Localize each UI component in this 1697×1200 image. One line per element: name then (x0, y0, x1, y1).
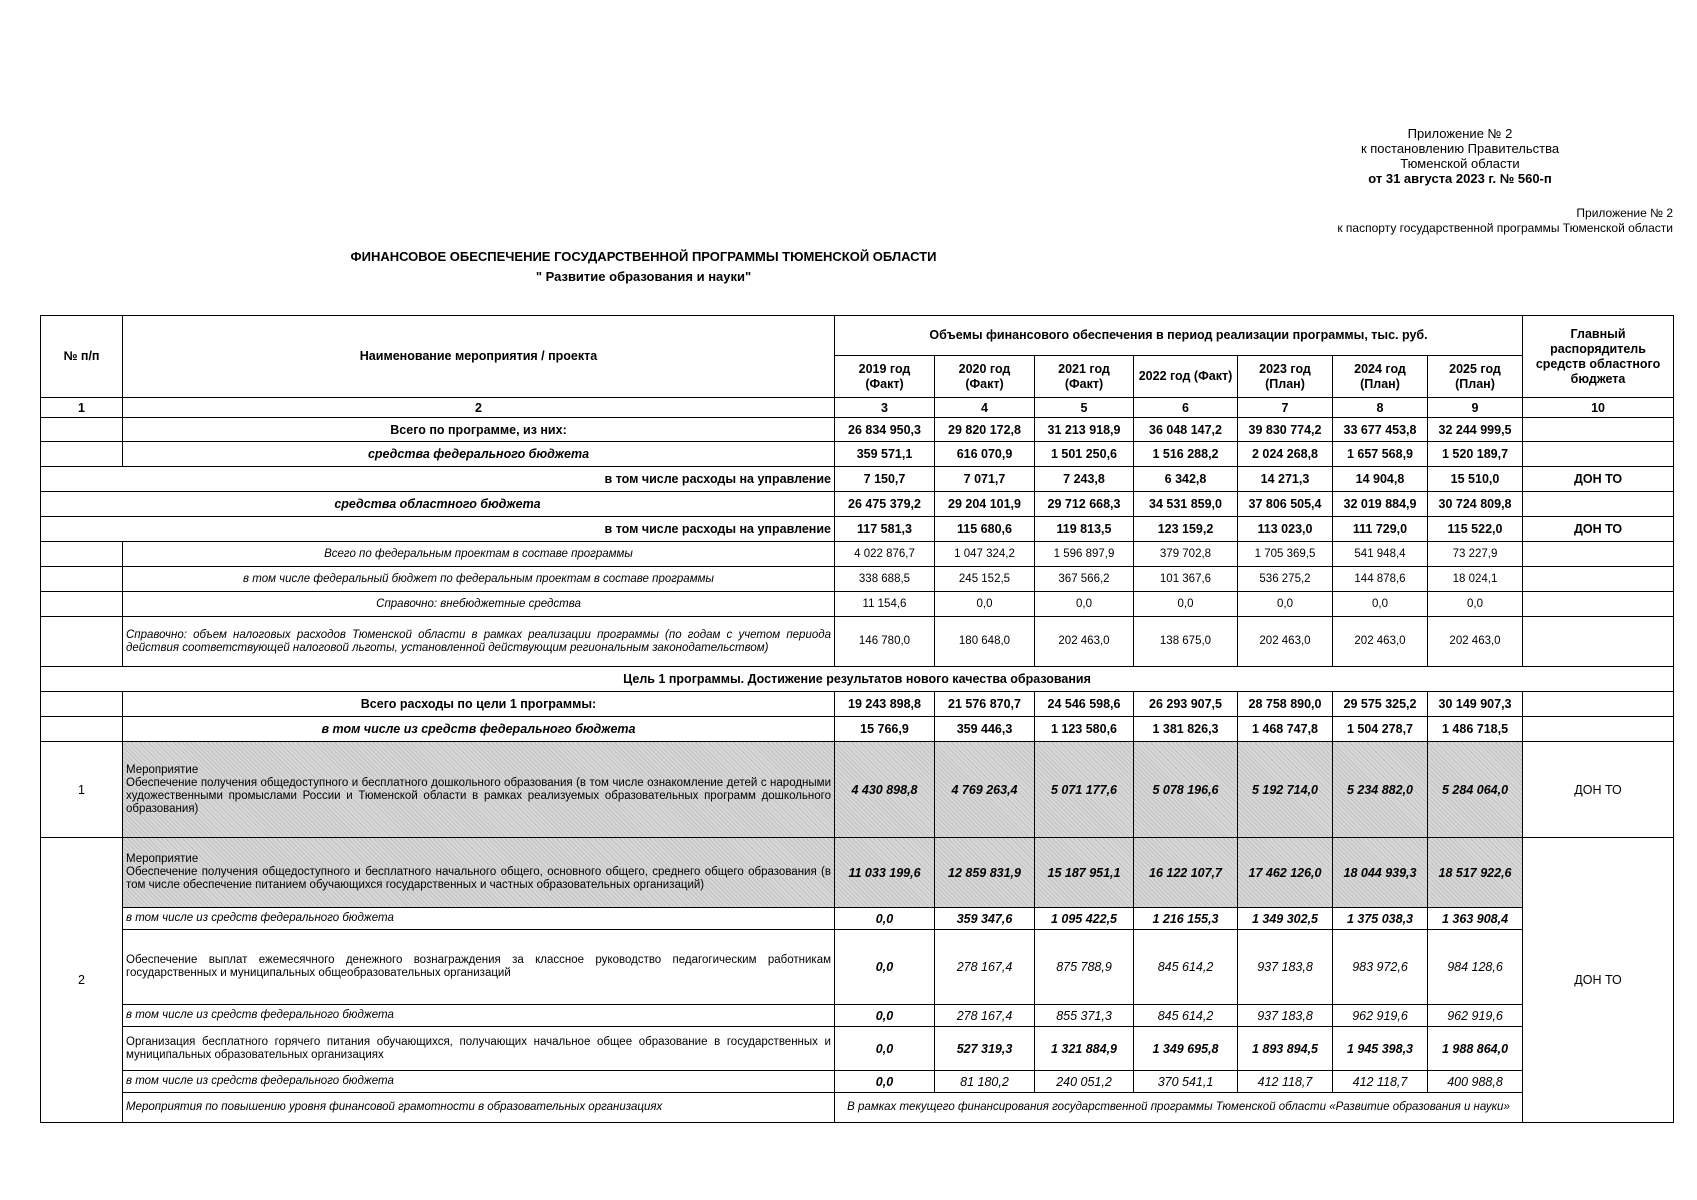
value-cell: 111 729,0 (1333, 517, 1428, 542)
value-cell: 962 919,6 (1428, 1005, 1523, 1027)
row-label: Организация бесплатного горячего питания обучающихся, получающих начальное общее образование в государственных и муниципальных образовательных организациях (123, 1027, 835, 1071)
value-cell: 37 806 505,4 (1238, 492, 1333, 517)
value-cell: 0,0 (835, 908, 935, 930)
table-row (41, 492, 1674, 517)
index-cell: 3 (835, 398, 935, 418)
table-row (41, 442, 1674, 467)
value-cell: 541 948,4 (1333, 542, 1428, 567)
measure-tag: Мероприятие (126, 853, 199, 865)
row-label: в том числе расходы на управление (41, 517, 835, 542)
title-line: ФИНАНСОВОЕ ОБЕСПЕЧЕНИЕ ГОСУДАРСТВЕННОЙ ПРОГРАММЫ ТЮМЕНСКОЙ ОБЛАСТИ (350, 249, 937, 264)
value-cell: 400 988,8 (1428, 1071, 1523, 1093)
value-cell: 15 510,0 (1428, 467, 1523, 492)
value-cell: 1 504 278,7 (1333, 717, 1428, 742)
table-row (41, 692, 1674, 717)
table-row (41, 930, 1674, 1005)
value-cell: 1 375 038,3 (1333, 908, 1428, 930)
value-cell: 113 023,0 (1238, 517, 1333, 542)
header-manager: Главный распорядитель средств областного бюджета (1523, 316, 1674, 398)
header-year: 2023 год (План) (1238, 356, 1333, 398)
value-cell: 962 919,6 (1333, 1005, 1428, 1027)
table-row (41, 1027, 1674, 1071)
value-cell: 359 347,6 (935, 908, 1035, 930)
value-cell: 24 546 598,6 (1035, 692, 1134, 717)
value-cell: 1 520 189,7 (1428, 442, 1523, 467)
value-cell: 21 576 870,7 (935, 692, 1035, 717)
index-cell: 6 (1134, 398, 1238, 418)
value-cell: 379 702,8 (1134, 542, 1238, 567)
index-cell: 4 (935, 398, 1035, 418)
value-cell: 33 677 453,8 (1333, 418, 1428, 442)
index-cell: 7 (1238, 398, 1333, 418)
value-cell: 14 904,8 (1333, 467, 1428, 492)
header-year: 2024 год (План) (1333, 356, 1428, 398)
value-cell: 367 566,2 (1035, 567, 1134, 592)
manager-cell: ДОН ТО (1523, 467, 1674, 492)
value-cell: 1 349 695,8 (1134, 1027, 1238, 1071)
value-cell: 0,0 (935, 592, 1035, 617)
value-cell: 81 180,2 (935, 1071, 1035, 1093)
header-year: 2019 год (Факт) (835, 356, 935, 398)
financing-table (40, 315, 1674, 1123)
appendix-line: Приложение № 2 (1407, 126, 1513, 141)
value-cell: 7 071,7 (935, 467, 1035, 492)
header-volumes: Объемы финансового обеспечения в период реализации программы, тыс. руб. (835, 316, 1523, 356)
document-title (40, 247, 1247, 287)
value-cell: 278 167,4 (935, 1005, 1035, 1027)
value-cell: 115 680,6 (935, 517, 1035, 542)
value-cell: 115 522,0 (1428, 517, 1523, 542)
value-cell: 338 688,5 (835, 567, 935, 592)
value-cell: 412 118,7 (1333, 1071, 1428, 1093)
value-cell: 1 468 747,8 (1238, 717, 1333, 742)
value-cell: 845 614,2 (1134, 1005, 1238, 1027)
value-cell: 1 381 826,3 (1134, 717, 1238, 742)
row-label: Всего по программе, из них: (123, 418, 835, 442)
value-cell: 4 769 263,4 (935, 742, 1035, 838)
table-row (41, 592, 1674, 617)
value-cell: 123 159,2 (1134, 517, 1238, 542)
row-label: в том числе из средств федерального бюджета (123, 908, 835, 930)
value-cell: 29 575 325,2 (1333, 692, 1428, 717)
row-label: Справочно: объем налоговых расходов Тюменской области в рамках реализации программы (по годам с учетом периода действия соответствующей налоговой льготы, установленной действующим региональным законодательством) (123, 617, 835, 667)
value-cell: 0,0 (835, 930, 935, 1005)
value-cell: 144 878,6 (1333, 567, 1428, 592)
appendix-date: от 31 августа 2023 г. № 560-п (1368, 171, 1552, 186)
value-cell: 7 243,8 (1035, 467, 1134, 492)
value-cell: 0,0 (1035, 592, 1134, 617)
value-cell: 202 463,0 (1333, 617, 1428, 667)
row-label: Справочно: внебюджетные средства (123, 592, 835, 617)
value-cell: 2 024 268,8 (1238, 442, 1333, 467)
value-cell: 1 363 908,4 (1428, 908, 1523, 930)
value-cell: 0,0 (835, 1027, 935, 1071)
value-cell: 15 187 951,1 (1035, 838, 1134, 908)
value-cell: 0,0 (1238, 592, 1333, 617)
table-row (41, 617, 1674, 667)
value-cell: 19 243 898,8 (835, 692, 935, 717)
value-cell: 18 024,1 (1428, 567, 1523, 592)
value-cell: 4 022 876,7 (835, 542, 935, 567)
row-number: 2 (41, 838, 123, 1123)
row-label: в том числе из средств федерального бюджета (123, 1005, 835, 1027)
row-label: Всего расходы по цели 1 программы: (123, 692, 835, 717)
value-cell: 17 462 126,0 (1238, 838, 1333, 908)
header-year: 2025 год (План) (1428, 356, 1523, 398)
value-cell: 1 516 288,2 (1134, 442, 1238, 467)
value-cell: 26 475 379,2 (835, 492, 935, 517)
manager-cell: ДОН ТО (1523, 838, 1674, 1123)
value-cell: 845 614,2 (1134, 930, 1238, 1005)
value-cell: 18 517 922,6 (1428, 838, 1523, 908)
row-label: в том числе расходы на управление (41, 467, 835, 492)
row-label: средства федерального бюджета (123, 442, 835, 467)
table-row (41, 838, 1674, 908)
value-cell: 11 033 199,6 (835, 838, 935, 908)
value-cell: 240 051,2 (1035, 1071, 1134, 1093)
value-cell: 1 988 864,0 (1428, 1027, 1523, 1071)
header-year: 2020 год (Факт) (935, 356, 1035, 398)
value-cell: 1 349 302,5 (1238, 908, 1333, 930)
value-cell: 1 501 250,6 (1035, 442, 1134, 467)
value-cell: 1 705 369,5 (1238, 542, 1333, 567)
value-cell: 1 123 580,6 (1035, 717, 1134, 742)
title-line: " Развитие образования и науки" (535, 269, 752, 284)
value-cell: 29 820 172,8 (935, 418, 1035, 442)
passport-line: к паспорту государственной программы Тюменской области (1337, 221, 1673, 235)
table-row (41, 542, 1674, 567)
value-cell: 1 216 155,3 (1134, 908, 1238, 930)
index-cell: 5 (1035, 398, 1134, 418)
value-cell: 983 972,6 (1333, 930, 1428, 1005)
value-cell: 1 893 894,5 (1238, 1027, 1333, 1071)
value-cell: 5 284 064,0 (1428, 742, 1523, 838)
value-cell: 278 167,4 (935, 930, 1035, 1005)
index-cell: 10 (1523, 398, 1674, 418)
value-cell: 0,0 (1333, 592, 1428, 617)
value-cell: 34 531 859,0 (1134, 492, 1238, 517)
value-cell: 527 319,3 (935, 1027, 1035, 1071)
value-cell: 32 244 999,5 (1428, 418, 1523, 442)
value-cell: 12 859 831,9 (935, 838, 1035, 908)
row-number: 1 (41, 742, 123, 838)
manager-cell: ДОН ТО (1523, 517, 1674, 542)
value-cell: 855 371,3 (1035, 1005, 1134, 1027)
note-cell: В рамках текущего финансирования государственной программы Тюменской области «Развитие образования и науки» (835, 1093, 1523, 1123)
value-cell: 1 047 324,2 (935, 542, 1035, 567)
value-cell: 16 122 107,7 (1134, 838, 1238, 908)
passport-line: Приложение № 2 (1576, 206, 1673, 220)
value-cell: 138 675,0 (1134, 617, 1238, 667)
value-cell: 616 070,9 (935, 442, 1035, 467)
row-label: средства областного бюджета (41, 492, 835, 517)
value-cell: 36 048 147,2 (1134, 418, 1238, 442)
value-cell: 146 780,0 (835, 617, 935, 667)
value-cell: 5 078 196,6 (1134, 742, 1238, 838)
value-cell: 180 648,0 (935, 617, 1035, 667)
table-row (41, 717, 1674, 742)
value-cell: 412 118,7 (1238, 1071, 1333, 1093)
value-cell: 359 571,1 (835, 442, 935, 467)
value-cell: 1 596 897,9 (1035, 542, 1134, 567)
table-row (41, 467, 1674, 492)
value-cell: 370 541,1 (1134, 1071, 1238, 1093)
header-year: 2022 год (Факт) (1134, 356, 1238, 398)
value-cell: 101 367,6 (1134, 567, 1238, 592)
value-cell: 18 044 939,3 (1333, 838, 1428, 908)
table-row (41, 742, 1674, 838)
value-cell: 202 463,0 (1238, 617, 1333, 667)
value-cell: 5 192 714,0 (1238, 742, 1333, 838)
value-cell: 1 945 398,3 (1333, 1027, 1428, 1071)
appendix-line: к постановлению Правительства (1360, 141, 1560, 156)
value-cell: 29 204 101,9 (935, 492, 1035, 517)
measure-tag: Мероприятие (126, 763, 199, 776)
value-cell: 73 227,9 (1428, 542, 1523, 567)
value-cell: 937 183,8 (1238, 930, 1333, 1005)
appendix-line: Тюменской области (1400, 156, 1520, 171)
measure-text: Обеспечение получения общедоступного и бесплатного дошкольного образования (в том числе ознакомление детей с народными художественными промыслами России и Тюменской области в рамках реализуемых образовательных программ дошкольного образования) (126, 776, 831, 815)
manager-cell: ДОН ТО (1523, 742, 1674, 838)
value-cell: 6 342,8 (1134, 467, 1238, 492)
value-cell: 39 830 774,2 (1238, 418, 1333, 442)
value-cell: 30 724 809,8 (1428, 492, 1523, 517)
table-row (41, 667, 1674, 692)
table-row (41, 1005, 1674, 1027)
value-cell: 875 788,9 (1035, 930, 1134, 1005)
row-label: Мероприятия по повышению уровня финансовой грамотности в образовательных организациях (123, 1093, 835, 1123)
row-label: в том числе из средств федерального бюджета (123, 1071, 835, 1093)
value-cell: 30 149 907,3 (1428, 692, 1523, 717)
table-row (41, 418, 1674, 442)
header-num: № п/п (41, 316, 123, 398)
value-cell: 117 581,3 (835, 517, 935, 542)
value-cell: 119 813,5 (1035, 517, 1134, 542)
measure-text: Обеспечение получения общедоступного и бесплатного начального общего, основного общего, среднего общего образования (в том числе обеспечение питанием обучающихся государственных и частных образовательных организаций) (126, 866, 831, 891)
row-label: Всего по федеральным проектам в составе программы (123, 542, 835, 567)
row-label: Обеспечение выплат ежемесячного денежного вознаграждения за классное руководство педагогическим работникам государственных и муниципальных общеобразовательных организаций (123, 930, 835, 1005)
table-row (41, 517, 1674, 542)
value-cell: 11 154,6 (835, 592, 935, 617)
value-cell: 984 128,6 (1428, 930, 1523, 1005)
table-row (41, 1071, 1674, 1093)
value-cell: 32 019 884,9 (1333, 492, 1428, 517)
index-cell: 1 (41, 398, 123, 418)
value-cell: 26 834 950,3 (835, 418, 935, 442)
value-cell: 5 234 882,0 (1333, 742, 1428, 838)
value-cell: 1 321 884,9 (1035, 1027, 1134, 1071)
row-label (123, 838, 835, 908)
value-cell: 937 183,8 (1238, 1005, 1333, 1027)
value-cell: 1 095 422,5 (1035, 908, 1134, 930)
value-cell: 5 071 177,6 (1035, 742, 1134, 838)
index-cell: 2 (123, 398, 835, 418)
value-cell: 29 712 668,3 (1035, 492, 1134, 517)
row-label (123, 742, 835, 838)
appendix-header (1295, 126, 1625, 186)
index-cell: 8 (1333, 398, 1428, 418)
value-cell: 15 766,9 (835, 717, 935, 742)
table-row (41, 1093, 1674, 1123)
value-cell: 536 275,2 (1238, 567, 1333, 592)
value-cell: 245 152,5 (935, 567, 1035, 592)
passport-header (1337, 206, 1673, 236)
value-cell: 31 213 918,9 (1035, 418, 1134, 442)
row-label: в том числе из средств федерального бюджета (123, 717, 835, 742)
value-cell: 0,0 (835, 1005, 935, 1027)
value-cell: 1 486 718,5 (1428, 717, 1523, 742)
row-label: в том числе федеральный бюджет по федеральным проектам в составе программы (123, 567, 835, 592)
value-cell: 202 463,0 (1035, 617, 1134, 667)
value-cell: 202 463,0 (1428, 617, 1523, 667)
table-row (41, 567, 1674, 592)
header-name: Наименование мероприятия / проекта (123, 316, 835, 398)
goal-heading: Цель 1 программы. Достижение результатов нового качества образования (41, 667, 1674, 692)
table-row (41, 908, 1674, 930)
value-cell: 0,0 (1428, 592, 1523, 617)
value-cell: 1 657 568,9 (1333, 442, 1428, 467)
value-cell: 4 430 898,8 (835, 742, 935, 838)
header-year: 2021 год (Факт) (1035, 356, 1134, 398)
value-cell: 7 150,7 (835, 467, 935, 492)
value-cell: 0,0 (835, 1071, 935, 1093)
index-cell: 9 (1428, 398, 1523, 418)
value-cell: 0,0 (1134, 592, 1238, 617)
value-cell: 359 446,3 (935, 717, 1035, 742)
value-cell: 14 271,3 (1238, 467, 1333, 492)
value-cell: 28 758 890,0 (1238, 692, 1333, 717)
value-cell: 26 293 907,5 (1134, 692, 1238, 717)
